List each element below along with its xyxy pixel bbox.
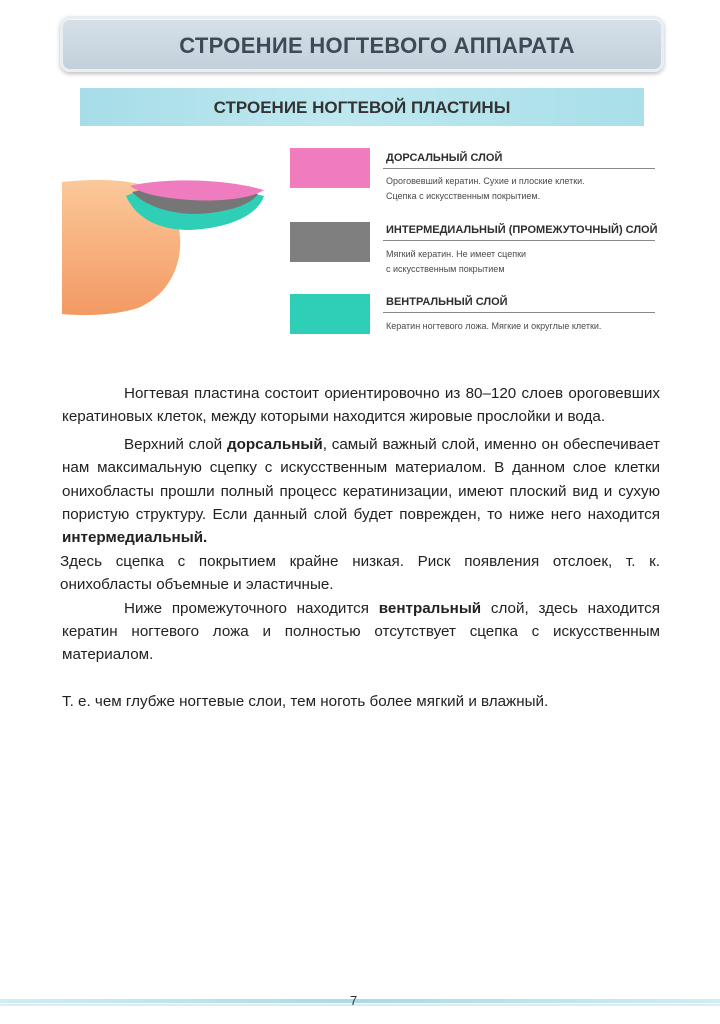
paragraph-4-text: слой, здесь находится кератин ногтевого ложа и полностью отсутствует сцепка с искусственным материалом. [62,599,660,664]
paragraph-2-text: , самый важный слой, именно он обеспечивает нам максимальную сцепку с искусственным материалом. В данном слое клетки онихобласты прошли полный процесс кератинизации, имеют плоский вид и сухую пористую структуру. Если данный слой будет поврежден, то ниже него находится [62,435,661,524]
intermediate-layer-desc-line: Мягкий кератин. Не имеет сцепки [386,249,527,259]
footer-rule [0,1004,720,1006]
header-banner [60,16,664,72]
paragraph-2 [62,433,660,550]
paragraph-2-text: Верхний слой [124,435,227,453]
paragraph-4-text: Ниже промежуточного находится [124,599,379,617]
paragraph-4 [62,597,660,667]
dorsal-layer-desc-line: Ороговевший кератин. Сухие и плоские клетки. [386,176,585,186]
ventral-term: вентральный [378,599,482,617]
dorsal-layer-title: ДОРСАЛЬНЫЙ СЛОЙ [386,152,503,164]
ventral-layer-swatch [290,294,370,334]
intermediate-term: интермедиальный. [62,529,208,547]
dorsal-layer-swatch [290,148,370,188]
intermediate-layer-swatch [290,222,370,262]
intermediate-layer-title: ИНТЕРМЕДИАЛЬНЫЙ (ПРОМЕЖУТОЧНЫЙ) СЛОЙ [386,224,658,236]
section-title: СТРОЕНИЕ НОГТЕВОЙ ПЛАСТИНЫ [213,98,511,117]
paragraph-1: Ногтевая пластина состоит ориентировочно из 80–120 слоев ороговевших кератиновых клеток, между которыми находится жировые прослойки и вода. [62,385,660,426]
intermediate-layer-desc-line: с искусственным покрытием [386,264,505,274]
legend-divider [383,240,655,241]
legend-divider [383,168,655,169]
paragraph-5: Т. е. чем глубже ногтевые слои, тем ноготь более мягкий и влажный. [62,692,549,710]
page-title: СТРОЕНИЕ НОГТЕВОГО АППАРАТА [179,33,575,58]
legend-divider [383,312,655,313]
nail-structure-diagram [62,176,272,318]
ventral-layer-desc-line: Кератин ногтевого ложа. Мягкие и округлые клетки. [386,321,602,331]
ventral-layer-title: ВЕНТРАЛЬНЫЙ СЛОЙ [386,296,508,308]
page-number: 7 [350,993,358,1008]
paragraph-3: Здесь сцепка с покрытием крайне низкая. Риск появления отслоек, т. к. онихобласты объемные и эластичные. [60,552,660,594]
footer-rule [0,999,720,1003]
body-text [62,382,660,713]
dorsal-layer-desc-line: Сцепка с искусственным покрытием. [386,191,541,201]
section-title-bar [80,88,644,126]
dorsal-term: дорсальный [226,435,323,453]
